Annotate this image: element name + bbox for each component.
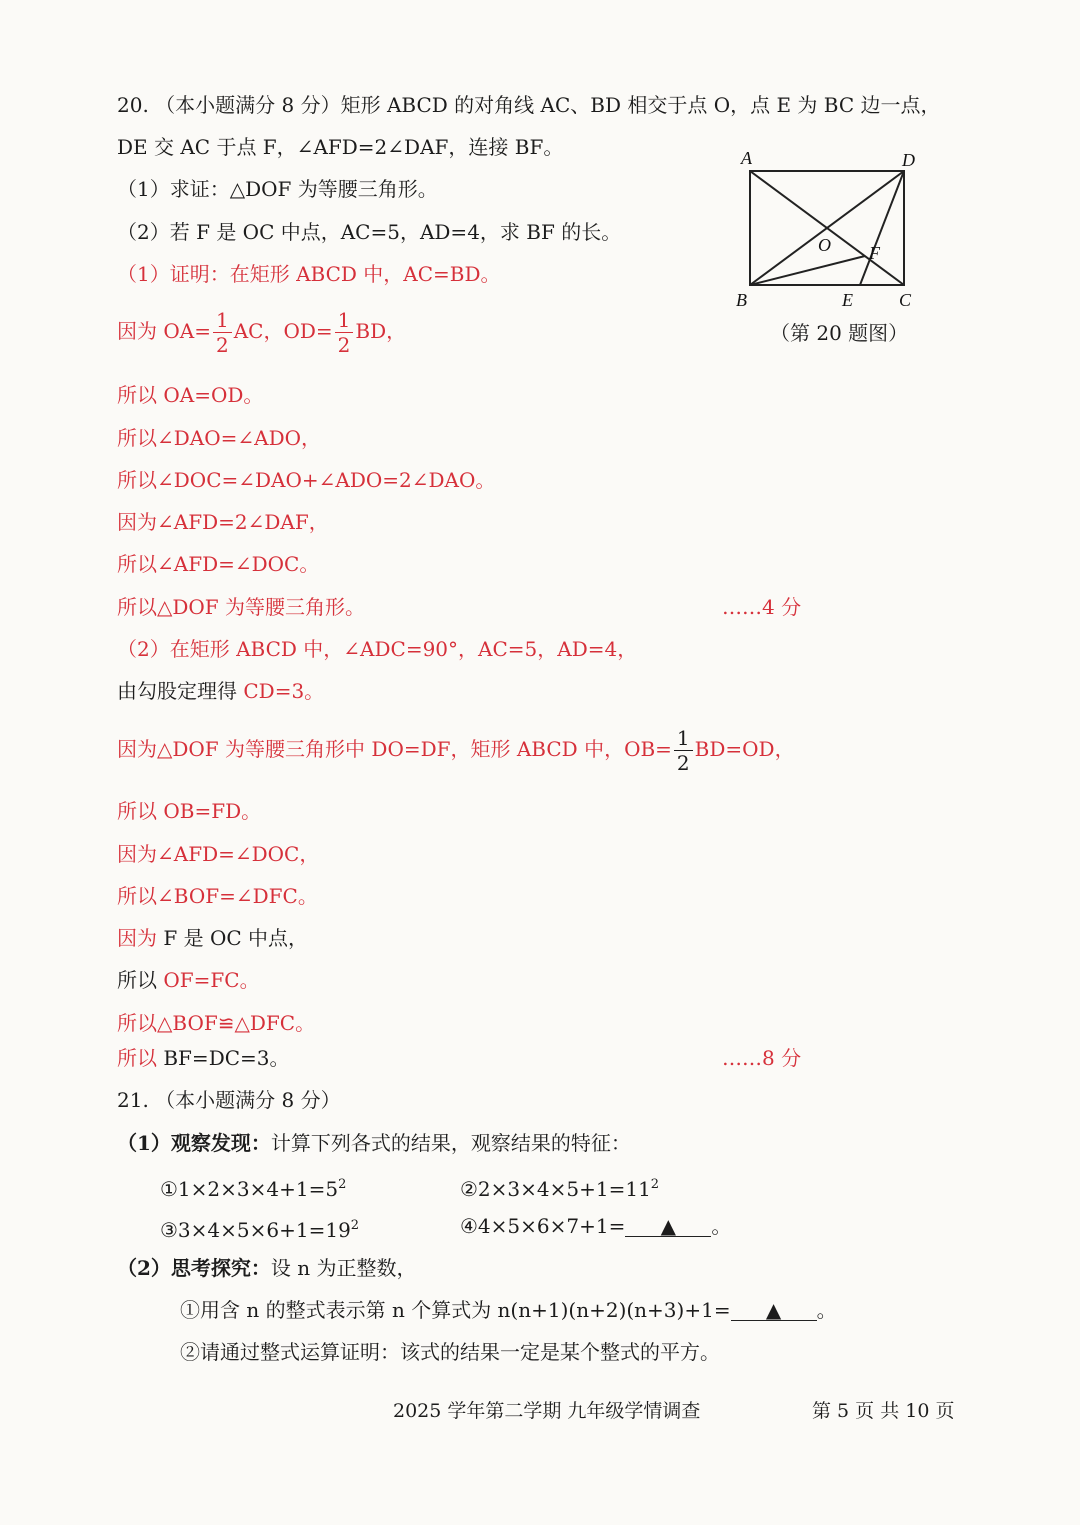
q21-expr-3: $③3\times 4\times 5\times 6+1=19^2$	[160, 1218, 360, 1242]
footer-exam-title: 2025 学年第二学期 九年级学情调查	[393, 1400, 701, 1422]
q20-line1: 20. （本小题满分 8 分）矩形 ABCD 的对角线 AC、BD 相交于点 O，点 E 为 BC 边一点，	[117, 93, 941, 117]
sol-line-10: 由勾股定理得 CD=3。	[117, 679, 325, 703]
q21-expr-1: $①1\times 2\times 3\times 4+1=5^2$	[160, 1177, 347, 1201]
label-o: O	[818, 235, 831, 255]
answer-blank-n: ▲	[731, 1300, 817, 1321]
label-b: B	[736, 290, 747, 310]
q21-part1: （1）观察发现：计算下列各式的结果，观察结果的特征：	[117, 1131, 631, 1155]
sol-line-8: 所以△DOF 为等腰三角形。	[117, 595, 366, 619]
label-d: D	[902, 150, 915, 170]
q20-line2: DE 交 AC 于点 F，∠AFD=2∠DAF，连接 BF。	[117, 135, 564, 159]
sol-line-4: 所以∠DAO=∠ADO，	[117, 426, 322, 450]
label-e: E	[842, 290, 853, 310]
sol-line-13: 因为∠AFD=∠DOC，	[117, 842, 320, 866]
sol-line-6: 因为∠AFD=2∠DAF，	[117, 510, 329, 534]
label-c: C	[899, 290, 912, 310]
footer-page-number: 第 5 页 共 10 页	[812, 1400, 955, 1422]
fraction-half: $\frac{1}{2}$	[213, 308, 232, 357]
q21-expr-4: ④4×5×6×7+1= ▲ 。	[460, 1214, 732, 1238]
sol-line-16: 所以 OF=FC。	[117, 968, 260, 992]
sol-line-7: 所以∠AFD=∠DOC。	[117, 552, 320, 576]
sol-line-17: 所以△BOF≌△DFC。	[117, 1011, 316, 1035]
score-8: ……8 分	[722, 1046, 802, 1070]
sol-line-12: 所以 OB=FD。	[117, 799, 262, 823]
sol-line-11: 因为△DOF 为等腰三角形中 DO=DF，矩形 ABCD 中，OB= $\frac{1}{2}$ BD=OD，	[117, 726, 795, 775]
score-4: ……4 分	[722, 595, 802, 619]
fraction-half: $\frac{1}{2}$	[335, 308, 354, 357]
segment-bf	[750, 256, 865, 285]
q20-part1: （1）求证：△DOF 为等腰三角形。	[117, 177, 438, 201]
sol-line-2: 因为 OA= $\frac{1}{2}$ AC，OD= $\frac{1}{2}$ BD，	[117, 308, 407, 357]
q20-part2: （2）若 F 是 OC 中点，AC=5，AD=4，求 BF 的长。	[117, 220, 622, 244]
sol-line-3: 所以 OA=OD。	[117, 383, 264, 407]
q21-part2: （2）思考探究：设 n 为正整数，	[117, 1256, 417, 1280]
rectangle-diagram	[728, 145, 928, 310]
sol-line-5: 所以∠DOC=∠DAO+∠ADO=2∠DAO。	[117, 468, 496, 492]
q21-expr-2: $②2\times 3\times 4\times 5+1=11^2$	[460, 1177, 660, 1201]
sol-line-18: 所以 BF=DC=3。	[117, 1046, 290, 1070]
q21-part2-item2: ②请通过整式运算证明：该式的结果一定是某个整式的平方。	[180, 1340, 720, 1364]
figure-caption: （第 20 题图）	[770, 321, 909, 345]
sol-line-9: （2）在矩形 ABCD 中，∠ADC=90°，AC=5，AD=4，	[117, 637, 638, 661]
fraction-half: $\frac{1}{2}$	[674, 726, 693, 775]
q21-title: 21. （本小题满分 8 分）	[117, 1088, 341, 1112]
sol-line-1: （1）证明：在矩形 ABCD 中，AC=BD。	[117, 262, 501, 286]
answer-blank-4: ▲	[625, 1216, 711, 1237]
sol-line-14: 所以∠BOF=∠DFC。	[117, 884, 318, 908]
q21-part2-item1: ①用含 n 的整式表示第 n 个算式为 n(n+1)(n+2)(n+3)+1= ▲ 。	[180, 1298, 837, 1322]
label-f: F	[869, 243, 880, 263]
label-a: A	[741, 148, 752, 168]
sol-line-15: 因为 F 是 OC 中点，	[117, 926, 309, 950]
q20-figure	[728, 145, 928, 310]
